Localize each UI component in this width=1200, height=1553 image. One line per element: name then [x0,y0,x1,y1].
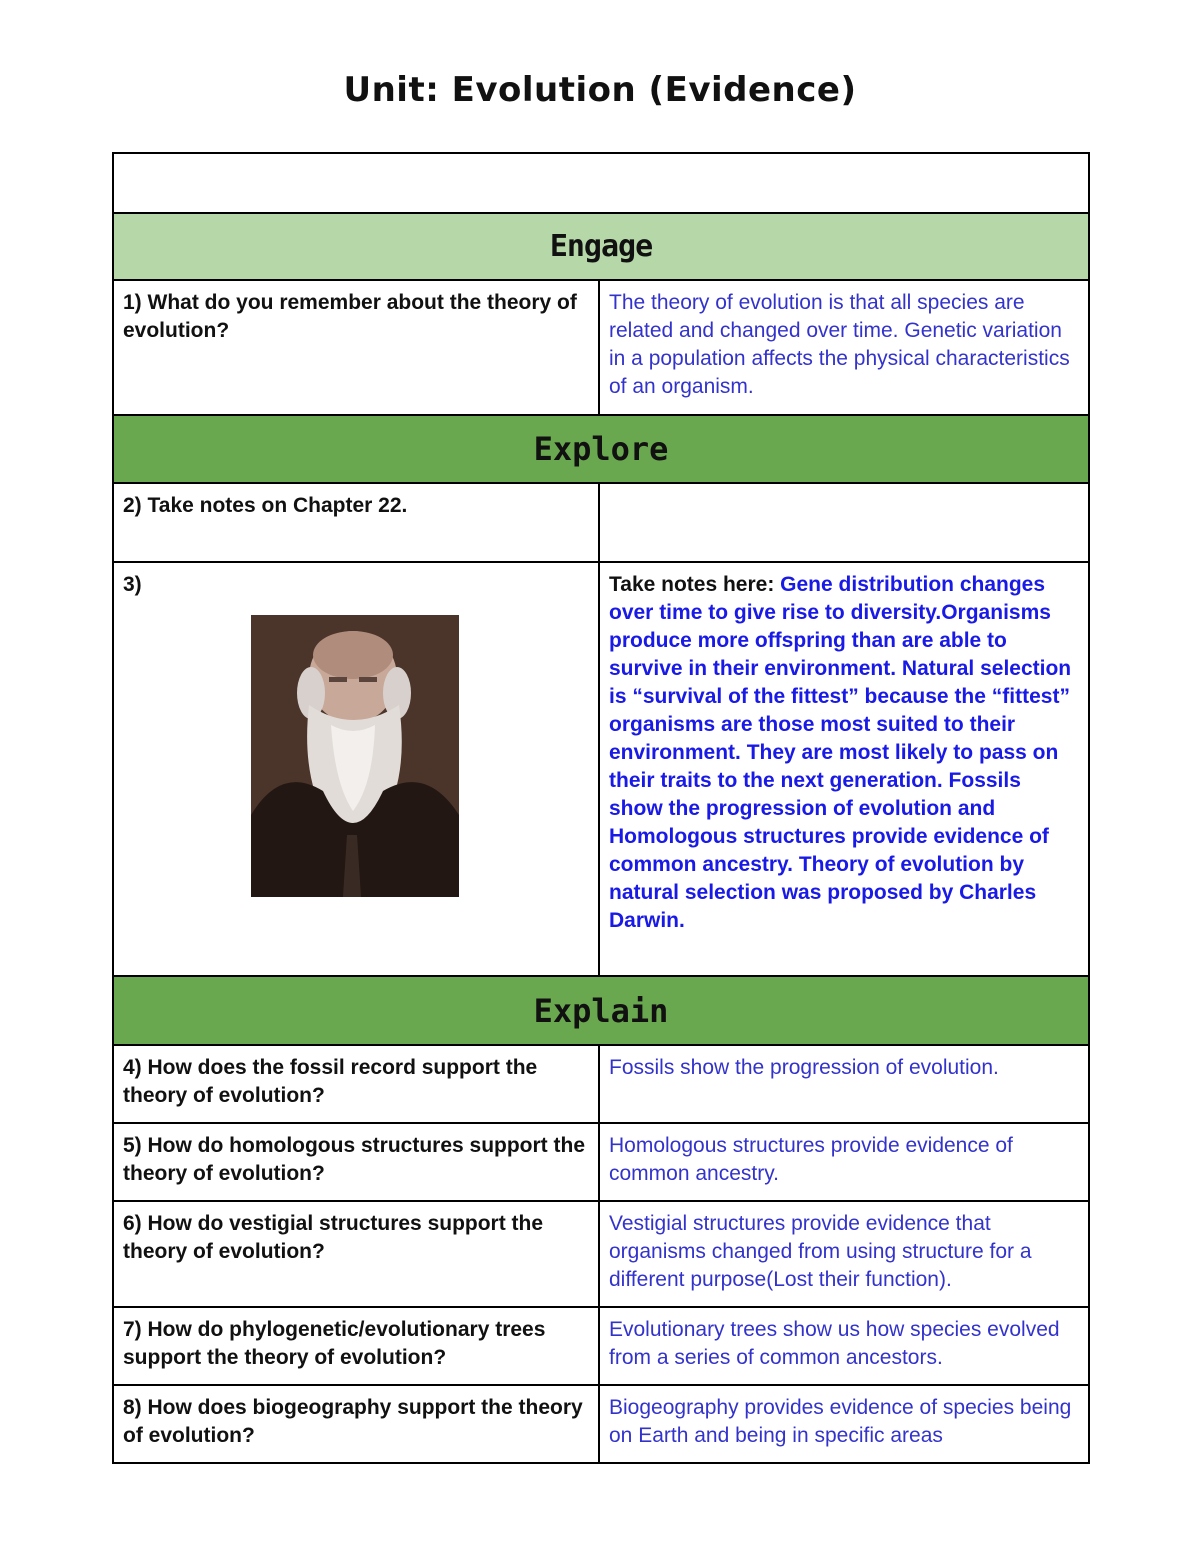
table-row [113,280,1089,415]
question-3-cell [113,562,599,976]
question-2: 2) Take notes on Chapter 22. [113,483,599,562]
table-row [113,562,1089,976]
table-row [113,1123,1089,1201]
section-heading-engage: Engage [113,213,1089,280]
table-row [113,1045,1089,1123]
page-title: Unit: Evolution (Evidence) [343,70,857,110]
portrait-photo [251,615,459,897]
question-8: 8) How does biogeography support the theory of evolution? [113,1385,599,1463]
section-explain [113,976,1089,1045]
answer-7[interactable]: Evolutionary trees show us how species evolved from a series of common ancestors. [599,1307,1089,1385]
answer-4[interactable]: Fossils show the progression of evolution. [599,1045,1089,1123]
answer-5[interactable]: Homologous structures provide evidence of common ancestry. [599,1123,1089,1201]
answer-3[interactable] [599,562,1089,976]
table-row [113,1307,1089,1385]
blank-row [113,153,1089,213]
answer-6[interactable]: Vestigial structures provide evidence that organisms changed from using structure for a different purpose(Lost their function). [599,1201,1089,1307]
notes-text: Gene distribution changes over time to give rise to diversity.Organisms produce more offspring than are able to survive in their environment. Natural selection is “survival of the fittest” because the “fittest” organisms are those most suited to their environment. They are most likely to pass on their traits to the next generation. Fossils show the progression of evolution and Homologous structures provide evidence of common ancestry. Theory of evolution by natural selection was proposed by Charles Darwin. [609,573,1072,932]
answer-2[interactable] [599,483,1089,562]
answer-1[interactable]: The theory of evolution is that all species are related and changed over time. Genetic variation in a population affects the physical characteristics of an organism. [599,280,1089,415]
table-row [113,483,1089,562]
notes-label: Take notes here: [609,573,781,596]
worksheet-table [112,152,1090,1464]
section-explore [113,415,1089,483]
blank-cell [113,153,1089,213]
question-4: 4) How does the fossil record support the theory of evolution? [113,1045,599,1123]
question-3: 3) [123,573,142,596]
question-1: 1) What do you remember about the theory of evolution? [113,280,599,415]
section-heading-explore: Explore [113,415,1089,483]
question-7: 7) How do phylogenetic/evolutionary trees support the theory of evolution? [113,1307,599,1385]
table-row [113,1385,1089,1463]
section-engage [113,213,1089,280]
question-6: 6) How do vestigial structures support the theory of evolution? [113,1201,599,1307]
section-heading-explain: Explain [113,976,1089,1045]
table-row [113,1201,1089,1307]
answer-8[interactable]: Biogeography provides evidence of species being on Earth and being in specific areas [599,1385,1089,1463]
question-5: 5) How do homologous structures support the theory of evolution? [113,1123,599,1201]
